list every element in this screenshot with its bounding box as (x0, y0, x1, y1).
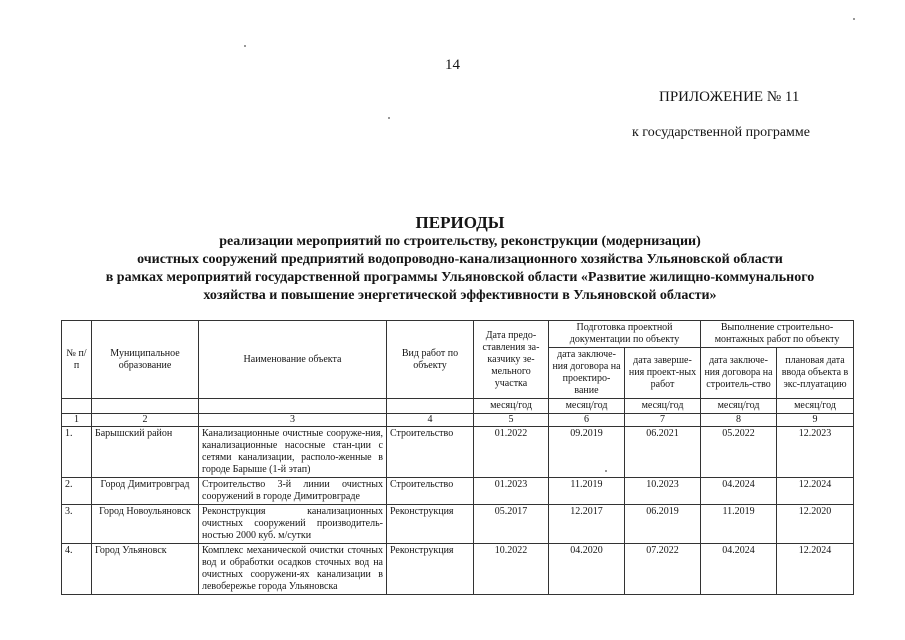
unit-label: месяц/год (549, 399, 625, 414)
scan-speck (244, 45, 246, 47)
row-work-type: Реконструкция (387, 544, 474, 595)
scan-speck (605, 470, 607, 472)
column-number: 3 (199, 414, 387, 427)
row-date: 10.2022 (474, 544, 549, 595)
scan-speck (853, 18, 855, 20)
column-number: 1 (62, 414, 92, 427)
row-work-type: Строительство (387, 478, 474, 505)
unit-label: месяц/год (474, 399, 549, 414)
row-num: 3. (62, 505, 92, 544)
row-municipality: Барышский район (92, 427, 199, 478)
row-date: 06.2019 (625, 505, 701, 544)
unit-label: месяц/год (625, 399, 701, 414)
row-date: 12.2017 (549, 505, 625, 544)
header-planned-commission: плановая дата ввода объекта в экс-плуатацию (777, 348, 854, 399)
unit-empty-cell (199, 399, 387, 414)
row-municipality: Город Димитровград (92, 478, 199, 505)
row-date: 04.2024 (701, 478, 777, 505)
row-municipality: Город Новоульяновск (92, 505, 199, 544)
column-number: 7 (625, 414, 701, 427)
row-num: 4. (62, 544, 92, 595)
row-date: 01.2022 (474, 427, 549, 478)
header-construction-contract: дата заключе-ния договора на строитель-ство (701, 348, 777, 399)
row-object: Комплекс механической очистки сточных вод и обработки осадков сточных вод на очистных сооружени-ях канализации в левобережье города Ульяновска (199, 544, 387, 595)
table-row (62, 478, 854, 505)
column-number: 5 (474, 414, 549, 427)
row-date: 04.2024 (701, 544, 777, 595)
row-date: 01.2023 (474, 478, 549, 505)
column-number: 6 (549, 414, 625, 427)
table-row (62, 505, 854, 544)
row-date: 12.2024 (777, 544, 854, 595)
unit-empty-cell (62, 399, 92, 414)
appendix-label: ПРИЛОЖЕНИЕ № 11 (659, 89, 800, 105)
row-date: 11.2019 (549, 478, 625, 505)
row-date: 05.2017 (474, 505, 549, 544)
column-number: 9 (777, 414, 854, 427)
row-work-type: Реконструкция (387, 505, 474, 544)
title-line-3: в рамках мероприятий государственной программы Ульяновской области «Развитие жилищно-коммунального (105, 270, 815, 285)
header-design-contract: дата заключе-ния договора на проектиро-вание (549, 348, 625, 399)
title-line-2: очистных сооружений предприятий водопроводно-канализационного хозяйства Ульяновской области (137, 252, 783, 267)
row-object: Канализационные очистные сооруже-ния, канализационные насосные стан-ции с сетями канализации, располо-женные в городе Барыше (1-й этап) (199, 427, 387, 478)
row-object: Реконструкция канализационных очистных сооружений производитель-ностью 2000 куб. м/сутки (199, 505, 387, 544)
column-number: 8 (701, 414, 777, 427)
row-date: 10.2023 (625, 478, 701, 505)
row-date: 06.2021 (625, 427, 701, 478)
row-date: 12.2024 (777, 478, 854, 505)
header-municipality: Муниципальное образование (92, 321, 199, 399)
header-construction-group: Выполнение строительно-монтажных работ по объекту (701, 321, 854, 348)
title-main: ПЕРИОДЫ (415, 213, 505, 232)
unit-empty-cell (92, 399, 199, 414)
scan-speck (388, 117, 390, 119)
title-line-1: реализации мероприятий по строительству, реконструкции (модернизации) (219, 234, 701, 249)
header-num: № п/п (62, 321, 92, 399)
row-date: 11.2019 (701, 505, 777, 544)
title-line-4: хозяйства и повышение энергетической эффективности в Ульяновской области» (203, 288, 717, 303)
row-work-type: Строительство (387, 427, 474, 478)
row-date: 12.2020 (777, 505, 854, 544)
unit-empty-cell (387, 399, 474, 414)
row-date: 04.2020 (549, 544, 625, 595)
row-municipality: Город Ульяновск (92, 544, 199, 595)
row-num: 2. (62, 478, 92, 505)
table-row (62, 427, 854, 478)
document-title (0, 212, 905, 305)
periods-table (61, 320, 854, 595)
row-num: 1. (62, 427, 92, 478)
page-number: 14 (445, 57, 460, 73)
table-row (62, 544, 854, 595)
row-date: 09.2019 (549, 427, 625, 478)
column-number: 2 (92, 414, 199, 427)
header-design-end: дата заверше-ния проект-ных работ (625, 348, 701, 399)
row-date: 05.2022 (701, 427, 777, 478)
unit-label: месяц/год (777, 399, 854, 414)
row-date: 12.2023 (777, 427, 854, 478)
column-number: 4 (387, 414, 474, 427)
program-reference: к государственной программе (632, 125, 810, 140)
row-object: Строительство 3-й линии очистных сооружений в городе Димитровграде (199, 478, 387, 505)
row-date: 07.2022 (625, 544, 701, 595)
unit-label: месяц/год (701, 399, 777, 414)
header-object: Наименование объекта (199, 321, 387, 399)
header-work-type: Вид работ по объекту (387, 321, 474, 399)
header-date-submit: Дата предо-ставления за-казчику зе-мельного участка (474, 321, 549, 399)
header-design-group: Подготовка проектной документации по объекту (549, 321, 701, 348)
